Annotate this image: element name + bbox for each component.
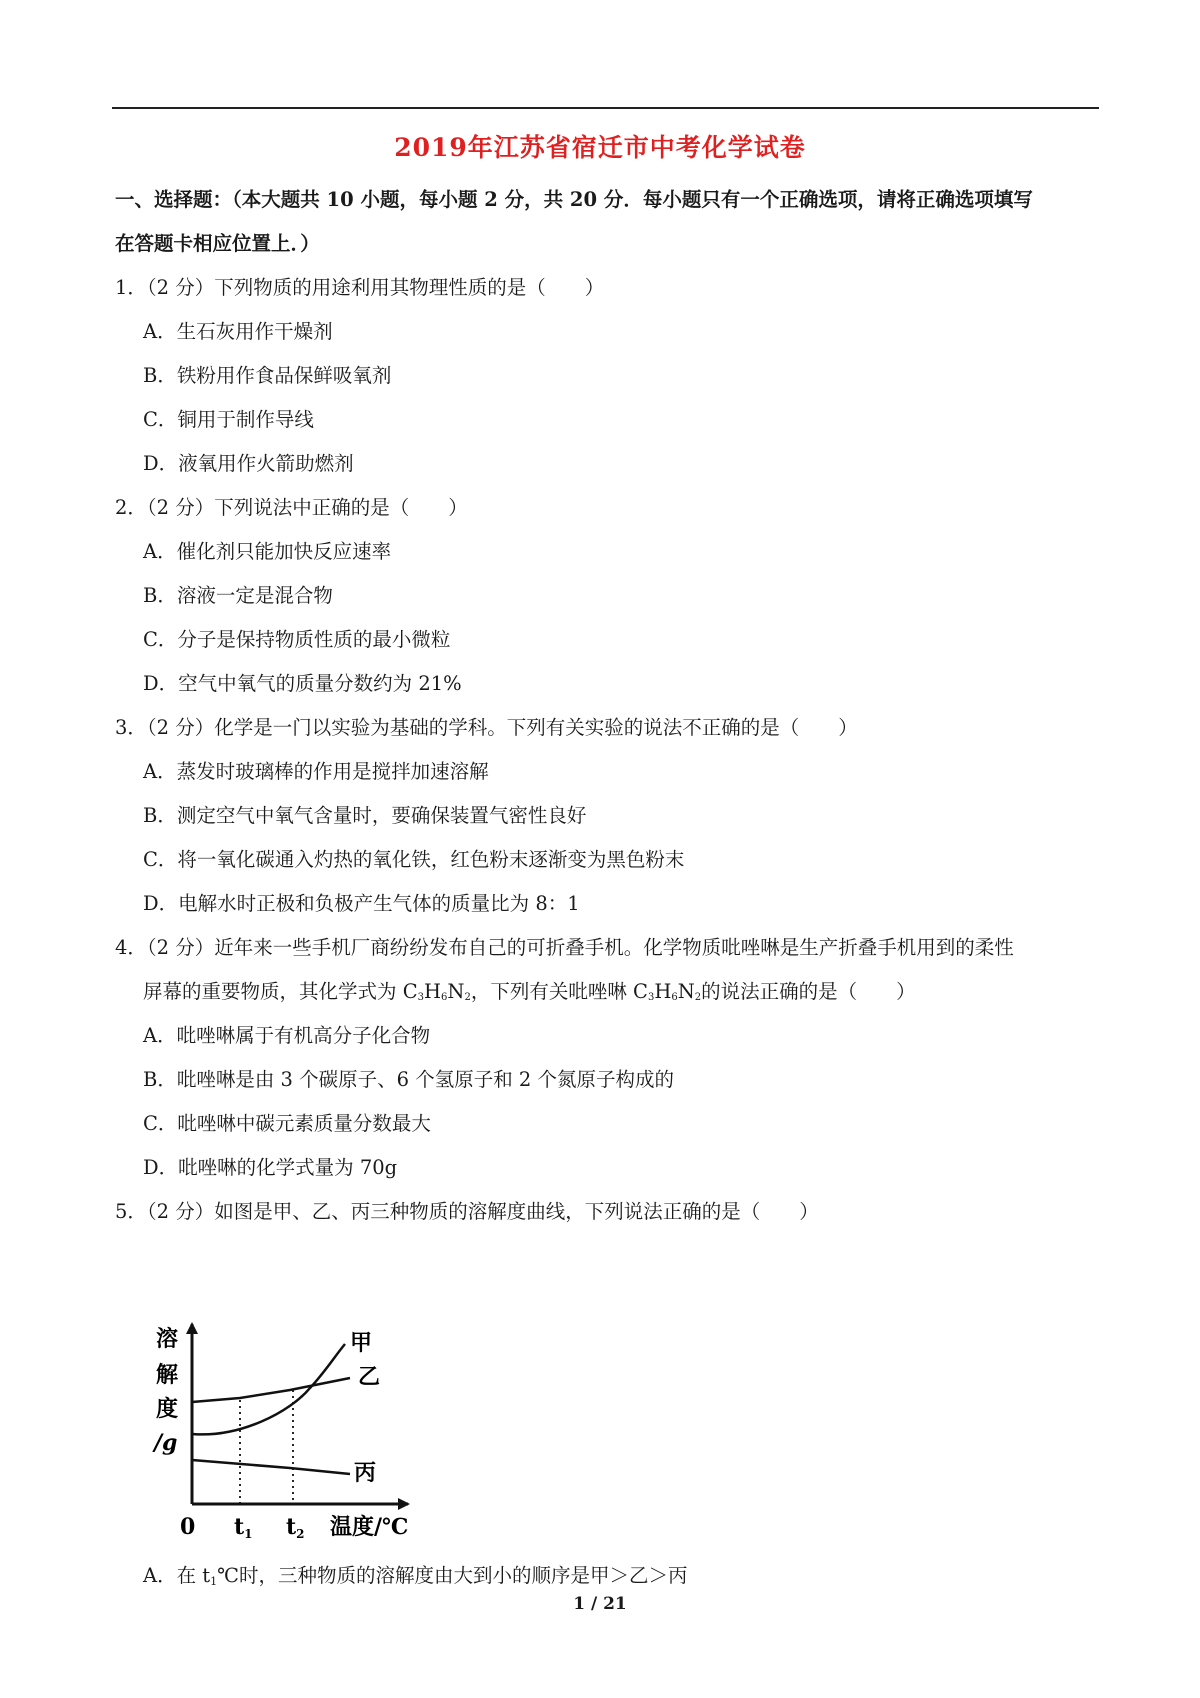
x-label: 温度/℃ — [330, 1514, 409, 1540]
solubility-curve-figure — [140, 1316, 460, 1546]
q3-option-b: B．测定空气中氧气含量时，要确保装置气密性良好 — [143, 804, 587, 827]
page-number: 1 / 21 — [573, 1594, 627, 1614]
q2-option-c: C．分子是保持物质性质的最小微粒 — [143, 628, 451, 651]
q2-option-d: D．空气中氧气的质量分数约为 21% — [143, 672, 462, 695]
q4-option-d: D．吡唑啉的化学式量为 70g — [143, 1156, 398, 1179]
q2-stem: 2．（2 分）下列说法中正确的是（ ） — [115, 496, 468, 519]
q3-option-a: A．蒸发时玻璃棒的作用是搅拌加速溶解 — [143, 760, 489, 783]
label-bing: 丙 — [354, 1460, 377, 1486]
x-tick-t2: t2 — [286, 1514, 305, 1541]
curve-jia — [192, 1344, 345, 1434]
q5-option-a: A．在 t1℃时，三种物质的溶解度由大到小的顺序是甲＞乙＞丙 — [143, 1564, 688, 1588]
header-rule — [112, 107, 1099, 109]
q4-stem-line1: 4．（2 分）近年来一些手机厂商纷纷发布自己的可折叠手机。化学物质吡唑啉是生产折叠手机用到的柔性 — [115, 936, 1014, 959]
q2-option-b: B．溶液一定是混合物 — [143, 584, 333, 607]
q3-stem: 3．（2 分）化学是一门以实验为基础的学科。下列有关实验的说法不正确的是（ ） — [115, 716, 858, 739]
y-label-char-3: 度 — [156, 1396, 179, 1422]
x-tick-t1: t1 — [234, 1514, 253, 1541]
q4-option-c: C．吡唑啉中碳元素质量分数最大 — [143, 1112, 431, 1135]
q3-option-c: C．将一氧化碳通入灼热的氧化铁，红色粉末逐渐变为黑色粉末 — [143, 848, 685, 871]
page-title: 2019年江苏省宿迁市中考化学试卷 — [394, 133, 806, 162]
q1-stem: 1．（2 分）下列物质的用途利用其物理性质的是（ ） — [115, 276, 605, 299]
q2-option-a: A．催化剂只能加快反应速率 — [143, 540, 392, 563]
label-jia: 甲 — [350, 1330, 373, 1356]
q1-option-a: A．生石灰用作干燥剂 — [143, 320, 333, 343]
x-origin: 0 — [180, 1514, 196, 1540]
section-heading-line1: 一、选择题：（本大题共 10 小题，每小题 2 分，共 20 分．每小题只有一个正确选项，请将正确选项填写 — [115, 188, 1033, 211]
curve-bing — [192, 1460, 350, 1474]
q1-option-c: C．铜用于制作导线 — [143, 408, 314, 431]
label-yi: 乙 — [358, 1364, 381, 1390]
q4-stem-line2: 屏幕的重要物质，其化学式为 $C_3H_6N_2$，下列有关吡唑啉 $C_3H_6N_2$的说法正确的是（ ） — [143, 980, 916, 1003]
q5-stem: 5．（2 分）如图是甲、乙、丙三种物质的溶解度曲线，下列说法正确的是（ ） — [115, 1200, 819, 1223]
q4-option-b: B．吡唑啉是由 3 个碳原子、6 个氢原子和 2 个氮原子构成的 — [143, 1068, 675, 1091]
q4-option-a: A．吡唑啉属于有机高分子化合物 — [143, 1024, 431, 1047]
y-label-char-2: 解 — [156, 1362, 179, 1388]
y-label-char-1: 溶 — [156, 1326, 179, 1352]
q1-option-b: B．铁粉用作食品保鲜吸氧剂 — [143, 364, 392, 387]
y-label-char-4: /g — [154, 1430, 178, 1456]
q1-option-d: D．液氧用作火箭助燃剂 — [143, 452, 354, 475]
section-heading-line2: 在答题卡相应位置上．） — [115, 232, 320, 255]
q3-option-d: D．电解水时正极和负极产生气体的质量比为 8：1 — [143, 892, 580, 915]
curve-yi — [192, 1378, 350, 1402]
